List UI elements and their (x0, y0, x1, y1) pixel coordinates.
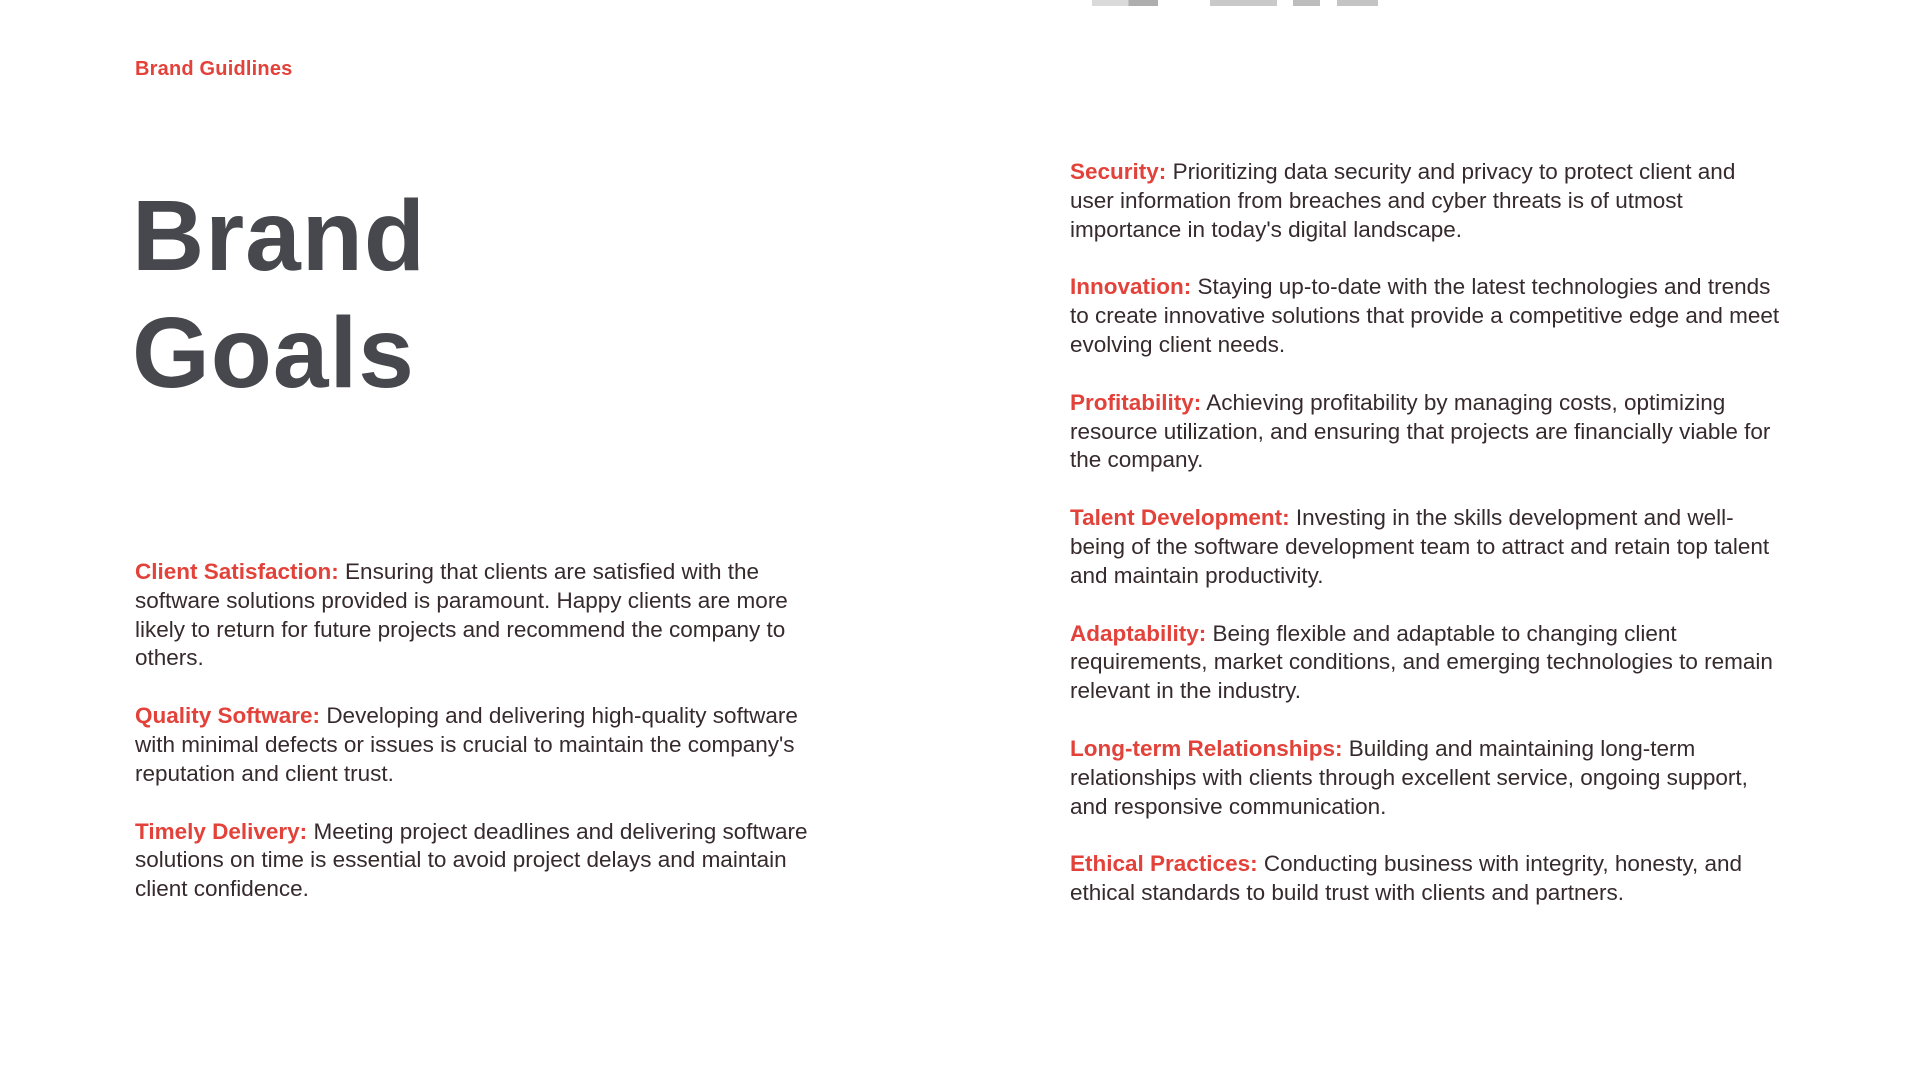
goal-innovation (1070, 273, 1782, 359)
goal-label: Long-term Relationships: (1070, 735, 1343, 761)
goal-label: Quality Software: (135, 703, 321, 729)
goal-text: Conducting business with integrity, honesty, and ethical standards to build trust with clients and partners. (1070, 851, 1743, 906)
goal-label: Adaptability: (1070, 620, 1207, 646)
goal-label: Security: (1070, 159, 1167, 184)
goal-label: Timely Delivery: (135, 818, 308, 844)
cropped-logo-fragment (1092, 0, 1158, 6)
goal-text: Meeting project deadlines and delivering software solutions on time is essential to avoid project delays and maintain client confidence. (135, 818, 808, 902)
goal-text: Developing and delivering high-quality software with minimal defects or issues is crucial to maintain the company's reputation and client trust. (135, 703, 798, 786)
goal-text: Building and maintaining long-term relationships with clients through excellent service, ongoing support, and responsive communication. (1070, 735, 1748, 819)
goal-long-term-relationships (1070, 735, 1782, 821)
cropped-logo-fragment (1210, 0, 1277, 6)
goal-label: Client Satisfaction: (135, 559, 339, 584)
page-title (132, 178, 426, 412)
goal-timely-delivery (135, 818, 835, 904)
cropped-logo-fragment (1337, 0, 1378, 6)
goal-label: Talent Development: (1070, 505, 1290, 531)
goal-text: Staying up-to-date with the latest technologies and trends to create innovative solutions that provide a competitive edge and meet evolving client needs. (1070, 274, 1780, 357)
goal-quality-software (135, 702, 835, 788)
goal-label: Ethical Practices: (1070, 851, 1258, 877)
page-title-line2: Goals (132, 297, 415, 409)
goal-text: Being flexible and adaptable to changing client requirements, market conditions, and emerging technologies to remain relevant in the industry. (1070, 620, 1773, 704)
goal-label: Innovation: (1070, 274, 1192, 300)
cropped-logo-fragment (1293, 0, 1320, 6)
goal-profitability (1070, 389, 1782, 475)
goal-talent-development (1070, 504, 1782, 590)
goals-column-left (135, 558, 835, 904)
goal-text: Ensuring that clients are satisfied with the software solutions provided is paramount. Happy clients are more likely to return for future projects and recommend the company to others. (135, 559, 788, 671)
page-title-line1: Brand (132, 180, 426, 292)
goal-ethical-practices (1070, 850, 1782, 908)
goals-column-right (1070, 158, 1782, 908)
goal-adaptability (1070, 620, 1782, 706)
goal-client-satisfaction (135, 558, 835, 673)
goal-text: Prioritizing data security and privacy to protect client and user information from breaches and cyber threats is of utmost importance in today's digital landscape. (1070, 159, 1736, 242)
goal-text: Achieving profitability by managing costs, optimizing resource utilization, and ensuring that projects are financially viable for the company. (1070, 389, 1771, 473)
goal-label: Profitability: (1070, 389, 1202, 415)
goal-security (1070, 158, 1782, 244)
brand-guidelines-label: Brand Guidlines (135, 58, 293, 80)
goal-text: Investing in the skills development and well-being of the software development team to attract and retain top talent and maintain productivity. (1070, 505, 1770, 588)
